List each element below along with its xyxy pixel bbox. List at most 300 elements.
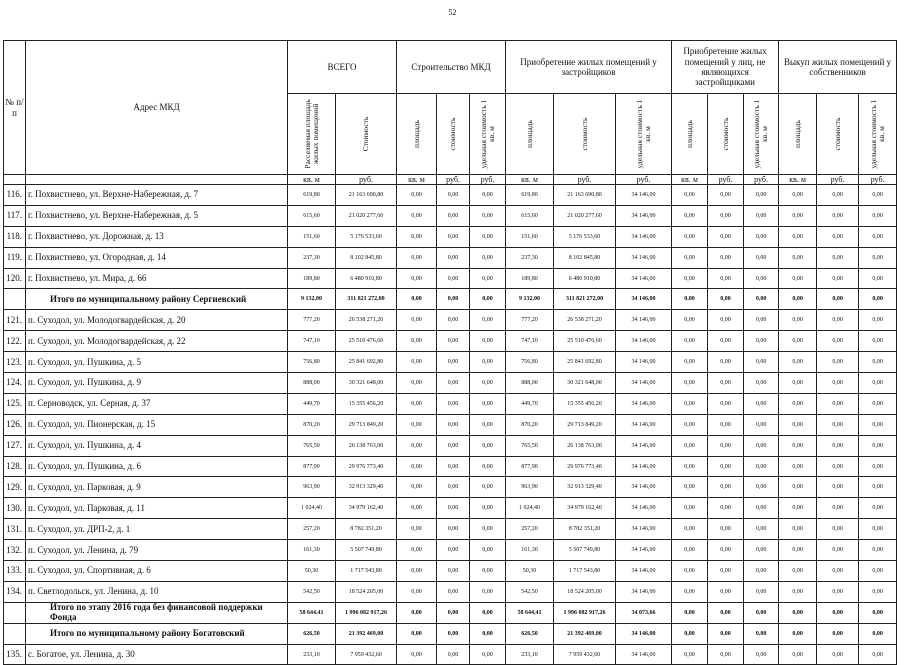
- row-value: 747,10: [506, 331, 554, 352]
- row-address: п. Суходол, ул. Пушкина, д. 4: [26, 435, 288, 456]
- row-value: 0,00: [708, 226, 744, 247]
- row-value: 0,00: [779, 373, 817, 394]
- row-value: 0,00: [437, 456, 470, 477]
- row-value: 0,00: [859, 623, 897, 644]
- row-value: 0,00: [470, 352, 506, 373]
- row-value: 0,00: [817, 414, 859, 435]
- row-value: 8 782 351,20: [336, 519, 397, 540]
- row-value: 0,00: [672, 561, 708, 582]
- row-value: 0,00: [744, 205, 779, 226]
- row-value: 0,00: [470, 310, 506, 331]
- row-value: 0,00: [779, 205, 817, 226]
- row-value: 0,00: [708, 581, 744, 602]
- row-value: 34 146,00: [616, 498, 672, 519]
- row-value: 34 146,00: [616, 561, 672, 582]
- table-row: [4, 456, 897, 477]
- unit-spacer: [26, 175, 288, 185]
- row-number: 123.: [4, 352, 26, 373]
- row-value: 0,00: [817, 331, 859, 352]
- row-value: 34 146,00: [616, 644, 672, 665]
- row-value: 0,00: [397, 393, 437, 414]
- row-value: 0,00: [397, 373, 437, 394]
- row-address: Итого по муниципальному району Сергиевский: [26, 289, 288, 310]
- row-value: 0,00: [397, 205, 437, 226]
- row-value: 1 717 543,80: [336, 561, 397, 582]
- row-value: 0,00: [779, 540, 817, 561]
- row-value: 58 644,41: [288, 602, 336, 623]
- row-value: 0,00: [437, 498, 470, 519]
- table-row: [4, 581, 897, 602]
- row-value: 34 146,00: [616, 393, 672, 414]
- row-value: 0,00: [672, 373, 708, 394]
- row-value: 0,00: [708, 247, 744, 268]
- row-value: 32 913 329,40: [554, 477, 616, 498]
- row-value: 34 146,00: [616, 331, 672, 352]
- row-value: 58 644,41: [506, 602, 554, 623]
- row-address: Итого по этапу 2016 года без финансовой поддержки Фонда: [26, 602, 288, 623]
- row-value: 870,20: [288, 414, 336, 435]
- row-value: 0,00: [437, 352, 470, 373]
- row-number: [4, 602, 26, 623]
- row-value: 0,00: [672, 498, 708, 519]
- row-value: 5 507 749,80: [554, 540, 616, 561]
- row-value: 0,00: [672, 477, 708, 498]
- row-address: п. Суходол, ул. Парковая, д. 9: [26, 477, 288, 498]
- row-value: 0,00: [779, 185, 817, 206]
- unit-label: руб.: [859, 175, 897, 185]
- row-value: 0,00: [708, 185, 744, 206]
- row-value: 0,00: [859, 498, 897, 519]
- row-value: 0,00: [744, 373, 779, 394]
- row-value: 626,50: [288, 623, 336, 644]
- row-value: 0,00: [397, 352, 437, 373]
- row-value: 0,00: [672, 540, 708, 561]
- row-value: 0,00: [708, 414, 744, 435]
- row-number: 117.: [4, 205, 26, 226]
- row-address: п. Суходол, ул. Молодогвардейская, д. 22: [26, 331, 288, 352]
- row-value: 0,00: [779, 289, 817, 310]
- row-value: 34 146,00: [616, 435, 672, 456]
- row-value: 0,00: [397, 456, 437, 477]
- row-value: 21 163 690,80: [554, 185, 616, 206]
- row-value: 1 717 543,80: [554, 561, 616, 582]
- row-value: 0,00: [437, 414, 470, 435]
- row-value: 0,00: [817, 289, 859, 310]
- row-value: 5 176 533,60: [554, 226, 616, 247]
- row-value: 0,00: [397, 185, 437, 206]
- row-value: 0,00: [859, 519, 897, 540]
- table-row: [4, 519, 897, 540]
- row-value: 0,00: [779, 226, 817, 247]
- row-value: 0,00: [817, 644, 859, 665]
- row-value: 34 979 162,40: [554, 498, 616, 519]
- row-value: 0,00: [397, 561, 437, 582]
- row-value: 34 146,00: [616, 519, 672, 540]
- sub-header-label: удельная стоимость 1 кв. м: [478, 99, 496, 169]
- unit-label: руб.: [470, 175, 506, 185]
- row-address: п. Суходол, ул. Парковая, д. 11: [26, 498, 288, 519]
- unit-label: руб.: [554, 175, 616, 185]
- row-number: 124.: [4, 373, 26, 394]
- row-value: 0,00: [470, 581, 506, 602]
- row-value: 0,00: [817, 477, 859, 498]
- row-value: 0,00: [397, 581, 437, 602]
- subtotal-row: [4, 602, 897, 623]
- row-value: 0,00: [437, 477, 470, 498]
- row-value: 0,00: [397, 623, 437, 644]
- row-value: 30 321 648,00: [554, 373, 616, 394]
- row-value: 0,00: [437, 205, 470, 226]
- row-value: 9 132,00: [506, 289, 554, 310]
- row-value: 25 841 692,80: [554, 352, 616, 373]
- row-value: 151,60: [288, 226, 336, 247]
- row-value: 0,00: [437, 561, 470, 582]
- row-value: 0,00: [744, 644, 779, 665]
- row-value: 0,00: [779, 247, 817, 268]
- row-value: 0,00: [817, 581, 859, 602]
- row-value: 0,00: [859, 456, 897, 477]
- table-row: [4, 561, 897, 582]
- row-number: 130.: [4, 498, 26, 519]
- row-value: 34 146,00: [616, 414, 672, 435]
- row-value: 0,00: [397, 310, 437, 331]
- row-value: 161,30: [288, 540, 336, 561]
- group-header-construction: Строительство МКД: [397, 41, 506, 94]
- row-value: 0,00: [672, 456, 708, 477]
- row-value: 0,00: [470, 456, 506, 477]
- row-value: 0,00: [817, 205, 859, 226]
- row-number: 129.: [4, 477, 26, 498]
- row-value: 0,00: [470, 561, 506, 582]
- table-row: [4, 331, 897, 352]
- row-value: 34 146,00: [616, 247, 672, 268]
- row-value: 0,00: [744, 185, 779, 206]
- row-address: г. Похвистнево, ул. Дорожная, д. 13: [26, 226, 288, 247]
- table-row: [4, 268, 897, 289]
- row-value: 0,00: [397, 477, 437, 498]
- row-value: 0,00: [708, 602, 744, 623]
- row-value: 0,00: [744, 289, 779, 310]
- row-address: п. Суходол, ул. Ленина, д. 79: [26, 540, 288, 561]
- row-value: 0,00: [859, 289, 897, 310]
- row-value: 50,30: [506, 561, 554, 582]
- row-value: 0,00: [779, 498, 817, 519]
- unit-label: руб.: [336, 175, 397, 185]
- row-value: 189,80: [288, 268, 336, 289]
- row-value: 0,00: [437, 373, 470, 394]
- row-value: 32 913 329,40: [336, 477, 397, 498]
- row-value: 9 132,00: [288, 289, 336, 310]
- row-value: 34 146,00: [616, 456, 672, 477]
- table-row: [4, 205, 897, 226]
- table-row: [4, 352, 897, 373]
- row-value: 0,00: [859, 644, 897, 665]
- row-number: 135.: [4, 644, 26, 665]
- row-value: 0,00: [817, 247, 859, 268]
- row-value: 0,00: [744, 498, 779, 519]
- table-row: [4, 373, 897, 394]
- row-value: 0,00: [437, 331, 470, 352]
- row-value: 26 538 271,20: [554, 310, 616, 331]
- row-value: 0,00: [779, 644, 817, 665]
- row-value: 0,00: [470, 268, 506, 289]
- row-address: п. Светлодольск, ул. Ленина, д. 10: [26, 581, 288, 602]
- sub-header: [470, 94, 506, 175]
- row-value: 0,00: [708, 289, 744, 310]
- row-value: 0,00: [437, 623, 470, 644]
- row-value: 619,80: [506, 185, 554, 206]
- row-value: 0,00: [672, 519, 708, 540]
- row-value: 0,00: [397, 602, 437, 623]
- row-value: 870,20: [506, 414, 554, 435]
- row-value: 0,00: [817, 268, 859, 289]
- sub-header: [288, 94, 336, 175]
- sub-header: [397, 94, 437, 175]
- table-row: [4, 247, 897, 268]
- row-value: 29 713 849,20: [554, 414, 616, 435]
- row-value: 0,00: [859, 268, 897, 289]
- row-value: 0,00: [779, 623, 817, 644]
- sub-header: [859, 94, 897, 175]
- row-value: 0,00: [744, 226, 779, 247]
- row-value: 0,00: [817, 310, 859, 331]
- row-value: 8 102 845,80: [554, 247, 616, 268]
- row-value: 0,00: [470, 226, 506, 247]
- row-number: 118.: [4, 226, 26, 247]
- row-value: 0,00: [437, 581, 470, 602]
- sub-header: [336, 94, 397, 175]
- row-value: 0,00: [817, 456, 859, 477]
- row-value: 0,00: [397, 331, 437, 352]
- row-value: 0,00: [397, 519, 437, 540]
- row-value: 0,00: [859, 414, 897, 435]
- row-value: 0,00: [437, 268, 470, 289]
- row-value: 0,00: [397, 498, 437, 519]
- row-address: п. Суходол, ул. Молодогвардейская, д. 20: [26, 310, 288, 331]
- row-value: 1 996 082 917,26: [554, 602, 616, 623]
- row-number: 116.: [4, 185, 26, 206]
- row-value: 0,00: [708, 373, 744, 394]
- row-value: 0,00: [672, 602, 708, 623]
- row-value: 0,00: [859, 393, 897, 414]
- row-value: 0,00: [744, 581, 779, 602]
- sub-header-label: удельная стоимость 1 кв. м: [751, 99, 770, 169]
- row-value: 0,00: [779, 519, 817, 540]
- row-value: 34 146,00: [616, 581, 672, 602]
- table-row: [4, 414, 897, 435]
- row-address: п. Суходол, ул. Пионерская, д. 15: [26, 414, 288, 435]
- row-value: 0,00: [817, 623, 859, 644]
- row-value: 0,00: [708, 435, 744, 456]
- row-value: 0,00: [470, 289, 506, 310]
- row-value: 26 538 271,20: [336, 310, 397, 331]
- row-value: 151,60: [506, 226, 554, 247]
- group-header-developer-purchase: Приобретение жилых помещений у застройщиков: [506, 41, 672, 94]
- row-value: 888,00: [506, 373, 554, 394]
- row-value: 34 073,66: [616, 602, 672, 623]
- row-number: 128.: [4, 456, 26, 477]
- row-value: 877,90: [506, 456, 554, 477]
- row-value: 0,00: [744, 268, 779, 289]
- row-value: 257,20: [506, 519, 554, 540]
- row-value: 0,00: [817, 435, 859, 456]
- row-value: 29 713 849,20: [336, 414, 397, 435]
- row-value: 0,00: [397, 435, 437, 456]
- row-value: 50,30: [288, 561, 336, 582]
- row-value: 963,90: [506, 477, 554, 498]
- row-address: п. Серноводск, ул. Серная, д. 37: [26, 393, 288, 414]
- row-value: 0,00: [779, 268, 817, 289]
- row-value: 34 146,00: [616, 185, 672, 206]
- row-value: 0,00: [437, 310, 470, 331]
- row-value: 0,00: [779, 435, 817, 456]
- row-value: 0,00: [779, 414, 817, 435]
- group-header-total: ВСЕГО: [288, 41, 397, 94]
- row-address: п. Суходол, ул. Пушкина, д. 9: [26, 373, 288, 394]
- row-value: 189,80: [506, 268, 554, 289]
- row-value: 21 020 277,60: [336, 205, 397, 226]
- row-value: 0,00: [672, 185, 708, 206]
- sub-header-label: Стоимость: [360, 116, 370, 152]
- unit-label: руб.: [708, 175, 744, 185]
- row-value: 15 355 456,20: [554, 393, 616, 414]
- table-row: [4, 185, 897, 206]
- unit-label: руб.: [817, 175, 859, 185]
- row-value: 615,60: [506, 205, 554, 226]
- row-number: 131.: [4, 519, 26, 540]
- row-number: 127.: [4, 435, 26, 456]
- row-value: 0,00: [470, 331, 506, 352]
- row-value: 0,00: [817, 226, 859, 247]
- row-value: 0,00: [437, 435, 470, 456]
- row-value: 0,00: [672, 352, 708, 373]
- row-value: 0,00: [470, 623, 506, 644]
- row-value: 34 146,00: [616, 310, 672, 331]
- row-value: 0,00: [859, 331, 897, 352]
- row-value: 30 321 648,00: [336, 373, 397, 394]
- row-value: 21 020 277,60: [554, 205, 616, 226]
- row-value: 0,00: [744, 540, 779, 561]
- row-value: 18 524 205,00: [554, 581, 616, 602]
- row-value: 0,00: [779, 602, 817, 623]
- row-value: 756,80: [288, 352, 336, 373]
- sub-header: [744, 94, 779, 175]
- row-value: 1 996 082 917,26: [336, 602, 397, 623]
- row-value: 257,20: [288, 519, 336, 540]
- row-value: 7 959 432,60: [336, 644, 397, 665]
- row-value: 237,30: [506, 247, 554, 268]
- row-value: 161,30: [506, 540, 554, 561]
- row-value: 34 146,00: [616, 268, 672, 289]
- row-value: 0,00: [397, 540, 437, 561]
- group-header-non-developer-purchase: Приобретение жилых помещений у лиц, не являющихся застройщиками: [672, 41, 779, 94]
- row-value: 0,00: [779, 581, 817, 602]
- sub-header: [616, 94, 672, 175]
- subtotal-row: [4, 289, 897, 310]
- row-value: 0,00: [859, 581, 897, 602]
- sub-header: [708, 94, 744, 175]
- sub-header: [554, 94, 616, 175]
- row-value: 449,70: [506, 393, 554, 414]
- row-value: 542,50: [288, 581, 336, 602]
- row-value: 0,00: [397, 644, 437, 665]
- row-number: [4, 623, 26, 644]
- row-value: 0,00: [437, 226, 470, 247]
- unit-label: кв. м: [672, 175, 708, 185]
- row-value: 0,00: [470, 435, 506, 456]
- row-value: 34 146,00: [616, 623, 672, 644]
- row-value: 0,00: [744, 477, 779, 498]
- table-row: [4, 540, 897, 561]
- row-value: 0,00: [437, 247, 470, 268]
- sub-header-label: стоимость: [447, 117, 457, 151]
- row-value: 34 146,00: [616, 289, 672, 310]
- row-value: 0,00: [817, 540, 859, 561]
- row-value: 0,00: [672, 289, 708, 310]
- row-value: 34 146,00: [616, 477, 672, 498]
- row-value: 0,00: [437, 540, 470, 561]
- row-value: 25 510 476,60: [554, 331, 616, 352]
- row-value: 0,00: [859, 352, 897, 373]
- row-value: 626,50: [506, 623, 554, 644]
- row-value: 21 392 469,00: [336, 623, 397, 644]
- table-row: [4, 644, 897, 665]
- row-value: 0,00: [744, 456, 779, 477]
- unit-label: руб.: [616, 175, 672, 185]
- row-value: 0,00: [470, 185, 506, 206]
- row-value: 765,50: [288, 435, 336, 456]
- row-value: 0,00: [859, 226, 897, 247]
- row-value: 0,00: [859, 310, 897, 331]
- row-value: 0,00: [817, 519, 859, 540]
- row-value: 233,10: [288, 644, 336, 665]
- row-value: 0,00: [744, 623, 779, 644]
- row-value: 619,80: [288, 185, 336, 206]
- row-number: [4, 289, 26, 310]
- row-value: 0,00: [708, 352, 744, 373]
- row-value: 0,00: [744, 310, 779, 331]
- row-value: 0,00: [672, 435, 708, 456]
- row-address: г. Похвистнево, ул. Огородная, д. 14: [26, 247, 288, 268]
- row-value: 311 821 272,00: [336, 289, 397, 310]
- row-value: 0,00: [672, 644, 708, 665]
- row-value: 0,00: [817, 602, 859, 623]
- unit-label: руб.: [437, 175, 470, 185]
- row-value: 777,20: [506, 310, 554, 331]
- row-value: 0,00: [672, 310, 708, 331]
- row-number: 125.: [4, 393, 26, 414]
- row-value: 0,00: [672, 581, 708, 602]
- page-number: 52: [448, 8, 457, 17]
- row-value: 0,00: [744, 331, 779, 352]
- row-value: 0,00: [708, 205, 744, 226]
- sub-header-label: удельная стоимость 1 кв. м: [868, 99, 886, 169]
- row-address: п. Суходол, ул. Пушкина, д. 5: [26, 352, 288, 373]
- row-address: п. Суходол, ул. Пушкина, д. 6: [26, 456, 288, 477]
- row-value: 0,00: [779, 456, 817, 477]
- row-value: 6 480 910,80: [554, 268, 616, 289]
- row-value: 963,90: [288, 477, 336, 498]
- row-value: 311 821 272,00: [554, 289, 616, 310]
- sub-header-label: площадь: [792, 120, 802, 148]
- row-value: 0,00: [470, 205, 506, 226]
- unit-label: кв. м: [288, 175, 336, 185]
- row-value: 0,00: [817, 185, 859, 206]
- row-number: 120.: [4, 268, 26, 289]
- row-value: 0,00: [672, 393, 708, 414]
- col-address-header: Адрес МКД: [26, 41, 288, 175]
- row-value: 0,00: [708, 498, 744, 519]
